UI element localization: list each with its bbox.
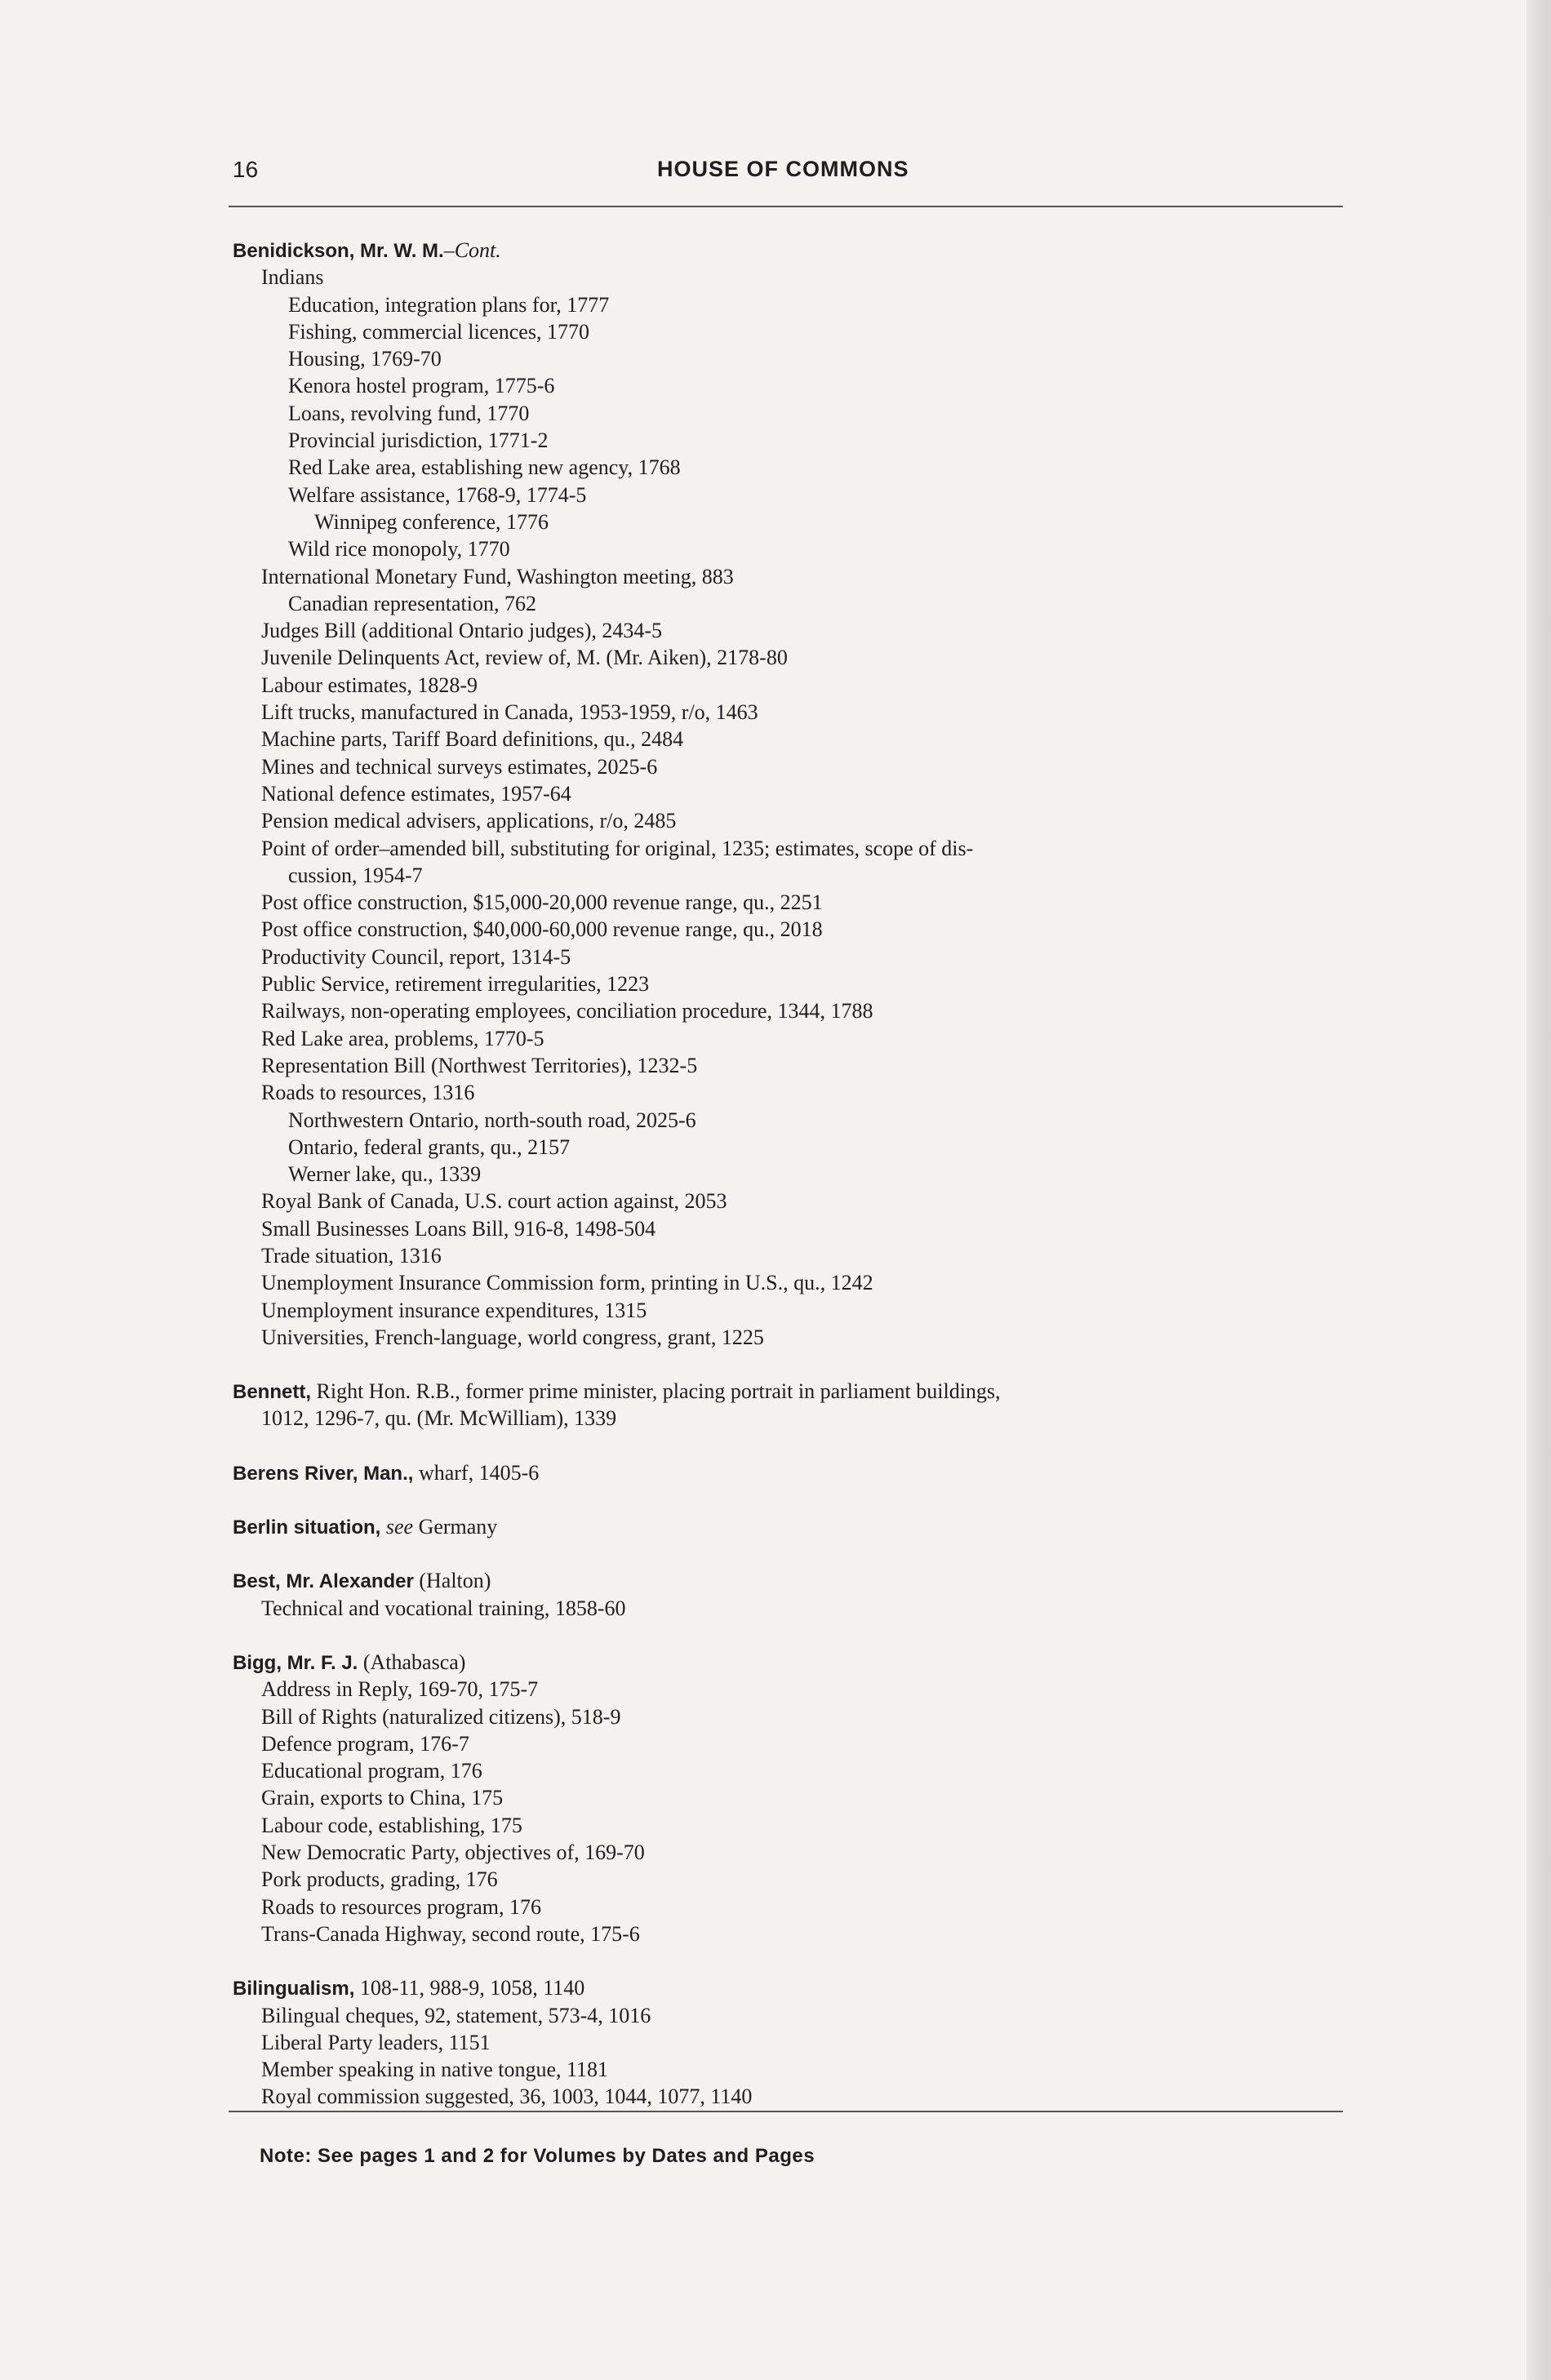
subentry: Small Businesses Loans Bill, 916-8, 1498-504 [261, 1216, 656, 1241]
entry-name: Bigg, Mr. F. J. [233, 1651, 358, 1674]
entry-heading [233, 1649, 1343, 1676]
subentry: Loans, revolving fund, 1770 [288, 401, 530, 425]
subentry: Indians [261, 265, 324, 290]
subentry: Winnipeg conference, 1776 [314, 509, 549, 534]
entry-detail: wharf, 1405-6 [413, 1460, 540, 1485]
subentry: Royal commission suggested, 36, 1003, 1044, 1077, 1140 [261, 2085, 753, 2109]
entry-name: Best, Mr. Alexander [233, 1570, 414, 1593]
subentry: Fishing, commercial licences, 1770 [288, 319, 589, 344]
subentry: New Democratic Party, objectives of, 169-70 [261, 1841, 645, 1865]
entry-gap [233, 1432, 1343, 1459]
footnote: Note: See pages 1 and 2 for Volumes by Dates and Pages [260, 2145, 815, 2167]
page-edge-shadow [1527, 0, 1551, 2380]
subentry: Post office construction, $15,000-20,000 revenue range, qu., 2251 [261, 890, 823, 915]
subentry: Unemployment Insurance Commission form, printing in U.S., qu., 1242 [261, 1271, 873, 1295]
entry-gap [233, 1486, 1343, 1513]
entry-heading [233, 1567, 1343, 1594]
entry-heading [233, 1459, 1343, 1486]
subentry: 1012, 1296-7, qu. (Mr. McWilliam), 1339 [261, 1406, 617, 1431]
subentry: Juvenile Delinquents Act, review of, M. (Mr. Aiken), 2178-80 [261, 646, 788, 670]
entry-heading [233, 1974, 1343, 2001]
entry-gap [233, 1947, 1343, 1974]
entry-detail: Right Hon. R.B., former prime minister, placing portrait in parliament buildings, [311, 1379, 1001, 1404]
subentry: Lift trucks, manufactured in Canada, 1953-1959, r/o, 1463 [261, 700, 758, 725]
subentry: Unemployment insurance expenditures, 1315 [261, 1298, 647, 1322]
subentry: Werner lake, qu., 1339 [288, 1162, 482, 1187]
subentry: Bilingual cheques, 92, statement, 573-4, 1016 [261, 2003, 651, 2027]
subentry: Pork products, grading, 176 [261, 1867, 498, 1892]
subentry: Red Lake area, establishing new agency, 1768 [288, 455, 681, 480]
subentry: Ontario, federal grants, qu., 2157 [288, 1134, 571, 1159]
entry-name: Bennett, [233, 1381, 311, 1404]
subentry: Kenora hostel program, 1775-6 [288, 374, 555, 398]
entry-continued: –Cont. [443, 238, 501, 262]
subentry: Productivity Council, report, 1314-5 [261, 944, 571, 969]
subentry: Education, integration plans for, 1777 [288, 292, 610, 317]
subentry: Member speaking in native tongue, 1181 [261, 2058, 609, 2082]
entry-name: Berens River, Man., [233, 1462, 414, 1485]
entry-gap [233, 1622, 1343, 1649]
subentry: Labour estimates, 1828-9 [261, 673, 478, 697]
subentry: Post office construction, $40,000-60,000 revenue range, qu., 2018 [261, 917, 823, 942]
running-title: HOUSE OF COMMONS [657, 157, 909, 181]
subentry: Grain, exports to China, 175 [261, 1786, 504, 1810]
entry-detail: 108-11, 988-9, 1058, 1140 [354, 1976, 585, 2000]
entry-name: Berlin situation, [233, 1516, 381, 1539]
entry-detail: (Athabasca) [358, 1650, 466, 1674]
entry-gap [233, 1540, 1343, 1567]
subentry: Universities, French-language, world congress, grant, 1225 [261, 1325, 764, 1349]
subentry: Mines and technical surveys estimates, 2025-6 [261, 754, 658, 779]
subentry: Northwestern Ontario, north-south road, 2025-6 [288, 1108, 696, 1132]
subentry: Educational program, 176 [261, 1759, 482, 1783]
entry-detail: (Halton) [413, 1569, 491, 1593]
subentry: Representation Bill (Northwest Territories), 1232-5 [261, 1053, 698, 1077]
subentry: Housing, 1769-70 [288, 347, 442, 371]
subentry: Railways, non-operating employees, conciliation procedure, 1344, 1788 [261, 999, 873, 1023]
subentry: Royal Bank of Canada, U.S. court action against, 2053 [261, 1189, 727, 1214]
subentry: Provincial jurisdiction, 1771-2 [288, 428, 549, 453]
footer-rule [229, 2111, 1343, 2112]
subentry: Machine parts, Tariff Board definitions, qu., 2484 [261, 727, 684, 752]
subentry: National defence estimates, 1957-64 [261, 781, 571, 806]
entry-heading [233, 1513, 1343, 1540]
header-rule [229, 206, 1343, 207]
subentry: Pension medical advisers, applications, r/o, 2485 [261, 809, 677, 833]
entry-name: Bilingualism, [233, 1978, 355, 2000]
subentry: Bill of Rights (naturalized citizens), 518-9 [261, 1704, 621, 1729]
subentry: Wild rice monopoly, 1770 [288, 537, 510, 562]
subentry: Liberal Party leaders, 1151 [261, 2030, 491, 2054]
subentry: Point of order–amended bill, substituting for original, 1235; estimates, scope of dis- [261, 836, 974, 860]
see-reference: see [385, 1515, 414, 1539]
subentry: Roads to resources, 1316 [261, 1081, 475, 1105]
page-header [233, 157, 1343, 189]
subentry: Address in Reply, 169-70, 175-7 [261, 1677, 539, 1702]
subentry: Public Service, retirement irregularities, 1223 [261, 972, 650, 997]
subentry: Trade situation, 1316 [261, 1243, 442, 1268]
subentry: Trans-Canada Highway, second route, 175-6 [261, 1921, 640, 1946]
entry-name: Benidickson, Mr. W. M. [233, 240, 444, 262]
subentry: Roads to resources program, 176 [261, 1894, 541, 1919]
subentry: Technical and vocational training, 1858-60 [261, 1596, 626, 1620]
page-number: 16 [233, 157, 259, 182]
subentry: International Monetary Fund, Washington meeting, 883 [261, 564, 734, 588]
entry-heading [233, 237, 1343, 264]
entry-gap [233, 1351, 1343, 1378]
entry-heading [233, 1378, 1343, 1405]
subentry: Red Lake area, problems, 1770-5 [261, 1026, 544, 1050]
subentry: cussion, 1954-7 [288, 863, 423, 887]
entry-detail: Germany [413, 1515, 498, 1539]
subentry: Welfare assistance, 1768-9, 1774-5 [288, 482, 587, 507]
subentry: Defence program, 176-7 [261, 1731, 469, 1756]
subentry: Canadian representation, 762 [288, 591, 536, 615]
subentry: Judges Bill (additional Ontario judges), 2434-5 [261, 619, 663, 643]
subentry: Labour code, establishing, 175 [261, 1813, 522, 1837]
index-entries [233, 237, 1343, 2111]
